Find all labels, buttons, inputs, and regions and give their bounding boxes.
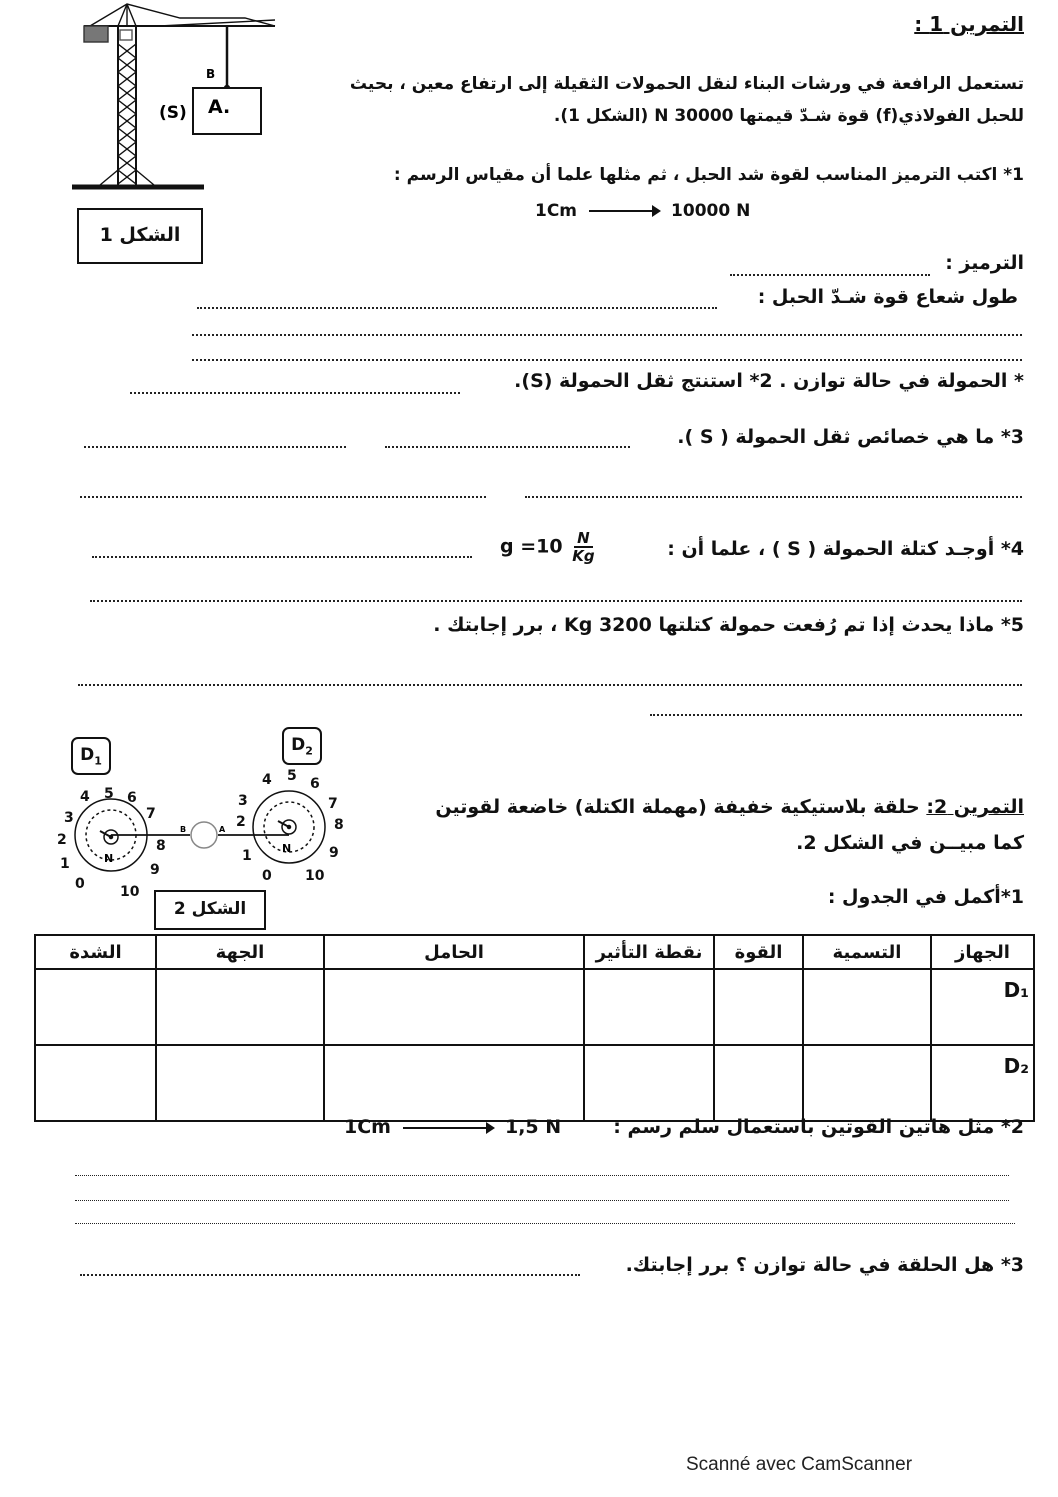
ex1-q1-text: 1* اكتب الترميز المناسب لقوة شد الحبل ، ثم مثلها علما أن مقياس الرسم : [393, 165, 1024, 185]
header-magnitude: الشدة [35, 935, 156, 969]
dial1-number: 10 [120, 884, 140, 900]
scale-left: 1Cm [535, 201, 578, 221]
ex2-q2-answer-line[interactable] [75, 1223, 1015, 1224]
exercise1-title: التمرين 1 : [914, 12, 1024, 36]
q5-answer-line[interactable] [78, 684, 1022, 686]
plastic-ring [191, 822, 217, 848]
dial2-number: 5 [287, 768, 297, 784]
ex2-q3-text: 3* هل الحلقة في حالة توازن ؟ برر إجابتك. [625, 1254, 1024, 1276]
q3-answer-line[interactable] [525, 496, 1022, 498]
ex2-q2-answer-line[interactable] [75, 1200, 1009, 1201]
table-cell[interactable] [156, 969, 324, 1045]
scale-left: 1Cm [344, 1116, 391, 1138]
point-b-label: B [206, 67, 216, 81]
table-header-row [35, 935, 1034, 969]
ex1-q2-text: * الحمولة في حالة توازن . 2* استنتج ثقل الحمولة (S). [514, 370, 1024, 392]
ring-point-a: A [219, 825, 226, 834]
device2-letter: D [291, 735, 306, 755]
g-prefix: g =10 [500, 535, 563, 558]
dial2-number: 7 [328, 796, 338, 812]
q3-answer-line[interactable] [84, 446, 346, 448]
table-cell[interactable] [584, 1045, 714, 1121]
dial1-number: 7 [146, 806, 156, 822]
gravity-formula [500, 530, 598, 564]
dial2-number: 8 [334, 817, 344, 833]
table-row [35, 1045, 1034, 1121]
device1-letter: D [80, 745, 95, 765]
dial1-number: 5 [104, 786, 114, 802]
ex1-q3-text: 3* ما هي خصائص ثقل الحمولة ( S ). [677, 426, 1024, 448]
crane-figure [70, 0, 280, 200]
notation-answer-line[interactable] [730, 274, 930, 276]
dial1-number: 2 [57, 832, 67, 848]
q4-answer-line[interactable] [92, 556, 472, 558]
figure2-caption: الشكل 2 [154, 890, 266, 930]
header-device: الجهاز [931, 935, 1034, 969]
dial1-unit: N [104, 852, 114, 865]
device-cell: D₂ [931, 1045, 1034, 1121]
dial2-number: 10 [305, 868, 325, 884]
exercise1-intro-line1: تستعمل الرافعة في ورشات البناء لنقل الحمولات الثقيلة إلى ارتفاع معين ، بحيث [349, 74, 1024, 94]
exercise1-intro-line2: للحبل الفولاذي(f) قوة شـدّ قيمتها 30000 N (الشكل 1). [553, 106, 1024, 126]
load-label: (S) [159, 103, 187, 123]
dial2-unit: N [282, 842, 292, 855]
table-cell[interactable] [324, 969, 584, 1045]
device1-subscript: 1 [94, 754, 102, 768]
dial1-number: 8 [156, 838, 166, 854]
table-cell[interactable] [35, 1045, 156, 1121]
dial2-number: 4 [262, 772, 272, 788]
vector-length-answer-line[interactable] [197, 307, 717, 309]
ex2-q2-text: 2* مثل هاتين القوتين باستعمال سلم رسم : [613, 1116, 1024, 1138]
dial2-number: 9 [329, 845, 339, 861]
exercise2-intro-line1: حلقة بلاستيكية خفيفة (مهملة الكتلة) خاضعة لقوتين [435, 796, 920, 818]
header-direction: الجهة [156, 935, 324, 969]
ex2-q2-scale [344, 1116, 561, 1138]
ex2-q1-text: 1*أكمل في الجدول : [827, 886, 1024, 908]
header-name: التسمية [803, 935, 931, 969]
table-cell[interactable] [803, 969, 931, 1045]
q3-answer-line[interactable] [80, 496, 486, 498]
point-a-label: A. [208, 96, 231, 118]
device2-label [282, 727, 322, 765]
notation-label: الترميز : [945, 252, 1024, 274]
table-cell[interactable] [803, 1045, 931, 1121]
exercise2-intro [435, 796, 1024, 818]
camscanner-watermark: Scanné avec CamScanner [686, 1454, 913, 1475]
dial1-number: 3 [64, 810, 74, 826]
g-unit-denominator: Kg [572, 547, 595, 565]
table-cell[interactable] [584, 969, 714, 1045]
exercise2-intro-line2: كما مبيــن في الشكل 2. [796, 832, 1024, 854]
scale-right: 1,5 N [504, 1116, 562, 1138]
ex1-q1-scale [535, 201, 750, 221]
forces-table [34, 934, 1035, 1122]
g-unit-numerator: N [574, 530, 593, 548]
dial1-number: 0 [75, 876, 85, 892]
crane-counterweight [84, 26, 108, 42]
ex2-q2-answer-line[interactable] [75, 1175, 1009, 1176]
ex2-q3-answer-line[interactable] [80, 1274, 580, 1276]
ex1-q4-text: 4* أوجـد كتلة الحمولة ( S ) ، علما أن : [667, 538, 1024, 560]
answer-line[interactable] [192, 359, 1022, 361]
figure1-caption: الشكل 1 [77, 208, 203, 264]
arrow-icon [589, 210, 659, 212]
dial2-number: 3 [238, 793, 248, 809]
q2-answer-line[interactable] [130, 392, 460, 394]
table-cell[interactable] [714, 969, 803, 1045]
q3-answer-line[interactable] [385, 446, 630, 448]
q5-answer-line[interactable] [650, 714, 1022, 716]
dial2-number: 0 [262, 868, 272, 884]
dial2-number: 1 [242, 848, 252, 864]
answer-line[interactable] [192, 334, 1022, 336]
table-cell[interactable] [156, 1045, 324, 1121]
table-cell[interactable] [35, 969, 156, 1045]
header-point-of-application: نقطة التأثير [584, 935, 714, 969]
ring-point-b: B [180, 825, 187, 834]
dial1-number: 4 [80, 789, 90, 805]
dial1-number: 9 [150, 862, 160, 878]
dial2-number: 2 [236, 814, 246, 830]
table-row [35, 969, 1034, 1045]
ex1-q5-text: 5* ماذا يحدث إذا تم رُفعت حمولة كتلتها 3200 Kg ، برر إجابتك . [433, 614, 1024, 636]
q4-answer-line[interactable] [90, 600, 1022, 602]
device-cell: D₁ [931, 969, 1034, 1045]
g-unit-fraction [572, 530, 594, 564]
dial2-number: 6 [310, 776, 320, 792]
dial1-number: 1 [60, 856, 70, 872]
vector-length-label: طول شعاع قوة شـدّ الحبل : [757, 286, 1018, 308]
dial1-number: 6 [127, 790, 137, 806]
arrow-icon [403, 1127, 493, 1129]
exercise2-title: التمرين 2: [926, 796, 1024, 818]
table-cell[interactable] [714, 1045, 803, 1121]
header-line-of-action: الحامل [324, 935, 584, 969]
scale-right: 10000 N [671, 201, 751, 221]
device2-subscript: 2 [305, 744, 313, 758]
table-cell[interactable] [324, 1045, 584, 1121]
device1-label [71, 737, 111, 775]
header-force: القوة [714, 935, 803, 969]
